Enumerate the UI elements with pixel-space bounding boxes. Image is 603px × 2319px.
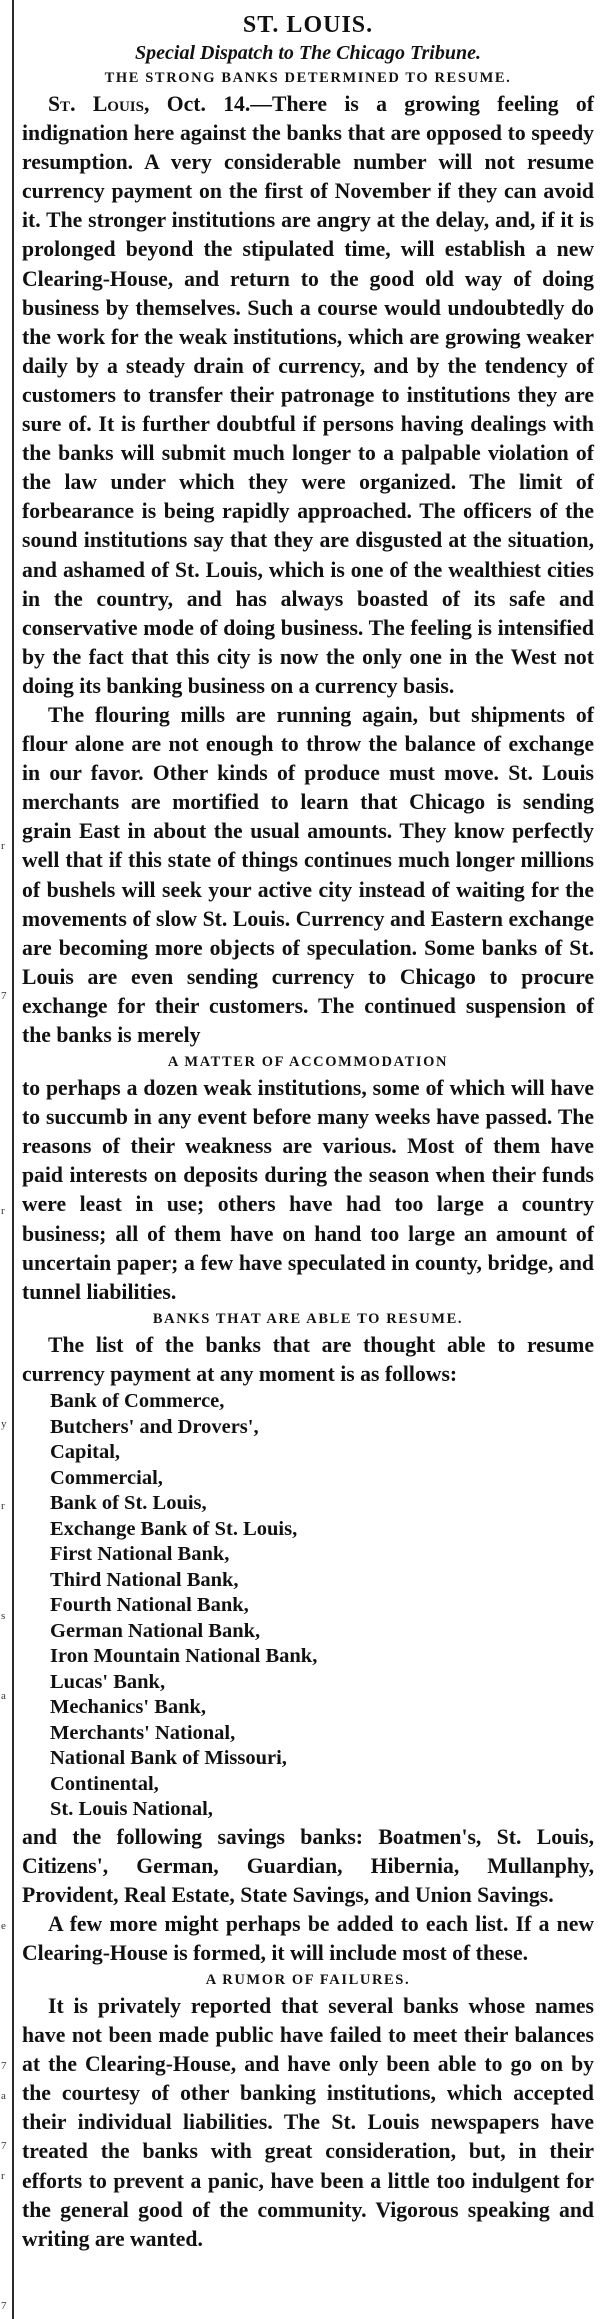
paragraph-4: The list of the banks that are thought able to resume currency payment at any moment is as follows:: [22, 1332, 594, 1386]
bank-list-item: Commercial,: [50, 1466, 163, 1489]
bank-list-item: Capital,: [50, 1441, 121, 1464]
bank-list-item: National Bank of Missouri,: [50, 1747, 287, 1770]
bank-list-item: Continental,: [50, 1772, 159, 1795]
bank-list-item: Merchants' National,: [50, 1721, 236, 1744]
bank-list-item: Bank of Commerce,: [50, 1390, 225, 1413]
bank-list-item: First National Bank,: [50, 1543, 230, 1566]
paragraph-5: and the following savings banks: Boatmen's, St. Louis, Citizens', German, Guardian, Hibernia, Mullanphy, Provident, Real Estate, State Savings, and Union Savings.: [22, 1824, 594, 1907]
bank-list-item: Fourth National Bank,: [50, 1594, 249, 1617]
article-headline: THE STRONG BANKS DETERMINED TO RESUME.: [104, 70, 512, 86]
gutter-mark: y: [1, 1418, 7, 1430]
bank-list-item: Third National Bank,: [50, 1568, 239, 1591]
paragraph-2: The flouring mills are running again, but shipments of flour alone are not enough to throw the balance of exchange in our favor. Other kinds of produce must move. St. Louis merchants are mortified to learn that Chicago is sending grain East in about the usual amounts. They know perfectly well that if this state of things continues much longer millions of bushels will seek your active city instead of waiting for the movements of slow St. Louis. Currency and Eastern exchange are becoming more objects of speculation. Some banks of St. Louis are even sending currency to Chicago to procure exchange for their customers. The continued suspension of the banks is merely: [22, 702, 594, 1047]
gutter-mark: a: [1, 1690, 6, 1702]
subhead-rumor: A RUMOR OF FAILURES.: [205, 1972, 411, 1988]
gutter-mark: e: [1, 1920, 6, 1932]
gutter-mark: 7: [1, 2140, 7, 2152]
gutter-mark: 7: [1, 2060, 7, 2072]
paragraph-1: [22, 90, 594, 701]
bank-list-item: St. Louis National,: [50, 1798, 213, 1821]
gutter-mark: r: [1, 1500, 5, 1512]
bank-list-item: German National Bank,: [50, 1619, 261, 1642]
bank-list-item: Butchers' and Drovers',: [50, 1415, 259, 1438]
article-column: [22, 10, 594, 2254]
paragraph-1-text: , Oct. 14.—There is a growing feeling of indignation here against the banks that are opposed to speedy resumption. A very considerable number will not resume currency payment on the first of November if they can avoid it. The stronger institutions are angry at the delay, and, if it is prolonged beyond the stipulated time, will establish a new Clearing-House, and return to the good old way of doing business by themselves. Such a course would undoubtedly do the work for the weak institutions, which are growing weaker daily by a steady drain of currency, and by the tendency of customers to transfer their patronage to institutions they are sure of. It is further doubtful if persons having dealings with the banks will submit much longer to a palpable violation of the law under which they were organized. The limit of forbearance is being rapidly approached. The officers of the sound institutions say that they are disgusted at the situation, and ashamed of St. Louis, which is one of the wealthiest cities in the country, and has always boasted of its safe and conservative mode of doing business. The feeling is intensified by the fact that this city is now the only one in the West not doing its banking business on a currency basis.: [22, 92, 594, 698]
bank-list-item: Exchange Bank of St. Louis,: [50, 1517, 298, 1540]
bank-list-item: Mechanics' Bank,: [50, 1696, 207, 1719]
paragraph-3: to perhaps a dozen weak institutions, some of which will have to succumb in any event before many weeks have passed. The reasons of their weakness are various. Most of them have paid interests on deposits during the season when their funds were least in use; others have had too large a country business; all of them have on hand too large an amount of uncertain paper; a few have speculated in county, bridge, and tunnel liabilities.: [22, 1076, 594, 1304]
gutter-mark: r: [1, 2170, 5, 2182]
gutter-mark: s: [1, 1610, 6, 1622]
article-dateline: Special Dispatch to The Chicago Tribune.: [135, 42, 481, 64]
gutter-mark: 7: [1, 990, 7, 1002]
bank-list-item: Lucas' Bank,: [50, 1670, 166, 1693]
paragraph-7: It is privately reported that several banks whose names have not been made public have failed to meet their balances at the Clearing-House, and have only been able to go on by the courtesy of other banking institutions, which accepted their individual liabilities. The St. Louis newspapers have treated the banks with great consideration, but, in their efforts to prevent a panic, have been a little too indulgent for the general good of the community. Vigorous speaking and writing are wanted.: [22, 1994, 594, 2251]
bank-list-item: Bank of St. Louis,: [50, 1492, 207, 1515]
gutter-mark: a: [1, 2090, 6, 2102]
gutter-mark: r: [1, 1205, 5, 1217]
subhead-accommodation: A MATTER OF ACCOMMODATION: [167, 1054, 449, 1071]
subhead-banks-able: BANKS THAT ARE ABLE TO RESUME.: [152, 1310, 464, 1327]
bank-list: [22, 1389, 594, 1823]
column-rule-gutter: [0, 0, 14, 2319]
paragraph-6: A few more might perhaps be added to each list. If a new Clearing-House is formed, it will include most of these.: [22, 1911, 594, 1965]
opening-place: St. Louis: [48, 92, 144, 116]
bank-list-item: Iron Mountain National Bank,: [50, 1645, 318, 1668]
article-title: ST. LOUIS.: [242, 12, 374, 38]
gutter-mark: r: [1, 840, 5, 852]
gutter-mark: 7: [1, 2300, 7, 2312]
